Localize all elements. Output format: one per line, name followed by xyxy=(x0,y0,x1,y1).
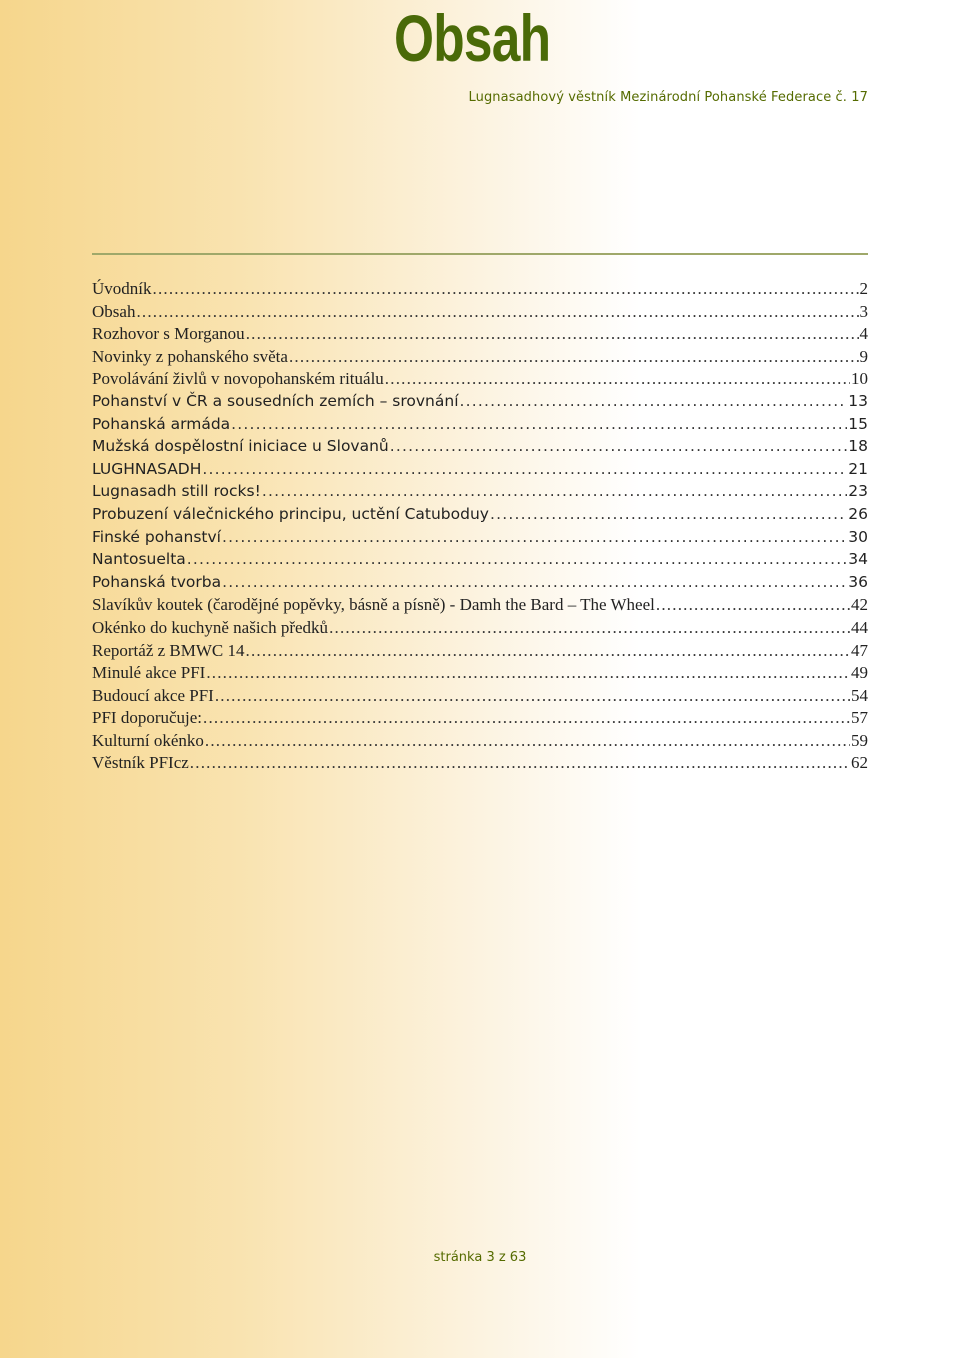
toc-entry[interactable] xyxy=(92,528,868,551)
toc-entry[interactable] xyxy=(92,460,868,483)
page-title: Obsah xyxy=(394,1,551,75)
toc-entry-page: 4 xyxy=(859,324,868,344)
toc-entry-title: Pohanská tvorba xyxy=(92,572,222,591)
toc-leader-dots xyxy=(246,324,859,344)
toc-entry-page: 2 xyxy=(859,279,868,298)
toc-leader-dots xyxy=(153,279,859,299)
toc-entry[interactable] xyxy=(92,324,868,347)
toc-entry-title: Nantosuelta xyxy=(92,550,186,569)
toc-entry-title: Věstník PFIcz xyxy=(92,753,189,773)
toc-entry[interactable] xyxy=(92,279,868,302)
toc-leader-dots xyxy=(390,437,848,455)
toc-entry-page: 42 xyxy=(851,595,868,615)
toc-entry[interactable] xyxy=(92,573,868,596)
toc-entry-title: Lugnasadh still rocks! xyxy=(92,482,261,501)
toc-entry[interactable] xyxy=(92,550,868,573)
toc-entry[interactable] xyxy=(92,686,868,709)
toc-leader-dots xyxy=(231,415,847,433)
toc-entry-title: Rozhovor s Morganou xyxy=(92,324,245,344)
toc-leader-dots xyxy=(187,550,847,568)
toc-entry-page: 34 xyxy=(848,550,868,569)
toc-leader-dots xyxy=(205,731,850,751)
toc-entry-page: 36 xyxy=(848,572,868,591)
toc-entry[interactable] xyxy=(92,347,868,370)
toc-entry[interactable] xyxy=(92,437,868,460)
toc-entry-page: 23 xyxy=(848,482,868,501)
toc-entry-page: 26 xyxy=(848,504,868,523)
toc-entry[interactable] xyxy=(92,595,868,618)
toc-entry-page: 9 xyxy=(859,346,868,366)
toc-entry[interactable] xyxy=(92,753,868,776)
toc-entry-page: 44 xyxy=(851,617,868,637)
title-divider xyxy=(92,253,868,255)
toc-leader-dots xyxy=(222,528,847,546)
toc-leader-dots xyxy=(385,369,850,389)
toc-leader-dots xyxy=(289,347,859,367)
toc-entry-page: 59 xyxy=(851,730,868,750)
toc-entry-title: Povolávání živlů v novopohanském rituálu xyxy=(92,369,384,389)
toc-entry-title: Obsah xyxy=(92,301,136,321)
toc-entry-title: PFI doporučuje: xyxy=(92,708,203,728)
toc-entry-title: Slavíkův koutek (čarodějné popěvky, básně a písně) - Damh the Bard – The Wheel xyxy=(92,595,655,615)
table-of-contents xyxy=(92,279,868,776)
toc-entry-title: LUGHNASADH xyxy=(92,459,202,478)
toc-entry-page: 18 xyxy=(848,437,868,456)
toc-leader-dots xyxy=(206,663,850,683)
toc-entry-title: Reportáž z BMWC 14 xyxy=(92,640,245,660)
toc-entry-page: 47 xyxy=(851,640,868,660)
toc-leader-dots xyxy=(190,753,850,773)
toc-entry-title: Budoucí akce PFI xyxy=(92,685,214,705)
toc-leader-dots xyxy=(460,392,848,410)
toc-leader-dots xyxy=(202,460,847,478)
toc-entry-title: Úvodník xyxy=(92,279,152,298)
toc-entry-page: 21 xyxy=(848,459,868,478)
toc-entry-page: 49 xyxy=(851,663,868,683)
toc-entry-page: 15 xyxy=(848,414,868,433)
toc-entry[interactable] xyxy=(92,731,868,754)
toc-entry-title: Mužská dospělostní iniciace u Slovanů xyxy=(92,437,389,456)
toc-entry-title: Pohanství v ČR a sousedních zemích – srovnání xyxy=(92,391,459,410)
toc-leader-dots xyxy=(329,618,850,638)
toc-entry-page: 57 xyxy=(851,708,868,728)
toc-entry[interactable] xyxy=(92,641,868,664)
toc-leader-dots xyxy=(246,641,851,661)
toc-leader-dots xyxy=(656,595,850,615)
toc-leader-dots xyxy=(262,482,847,500)
toc-entry-page: 10 xyxy=(851,369,868,389)
toc-entry[interactable] xyxy=(92,663,868,686)
toc-leader-dots xyxy=(203,708,850,728)
toc-entry[interactable] xyxy=(92,302,868,325)
page-footer: stránka 3 z 63 xyxy=(433,1250,527,1265)
toc-leader-dots xyxy=(136,302,858,322)
toc-entry-page: 30 xyxy=(848,527,868,546)
toc-entry-page: 54 xyxy=(851,685,868,705)
toc-entry-title: Finské pohanství xyxy=(92,527,221,546)
toc-leader-dots xyxy=(222,573,847,591)
running-header: Lugnasadhový věstník Mezinárodní Pohanské Federace č. 17 xyxy=(468,90,868,105)
toc-entry-page: 13 xyxy=(848,391,868,410)
toc-entry[interactable] xyxy=(92,708,868,731)
toc-entry-title: Probuzení válečnického principu, uctění Catuboduy xyxy=(92,504,489,523)
toc-entry[interactable] xyxy=(92,392,868,415)
toc-entry-page: 3 xyxy=(859,301,868,321)
toc-entry[interactable] xyxy=(92,415,868,438)
toc-entry-title: Pohanská armáda xyxy=(92,414,231,433)
toc-entry-title: Okénko do kuchyně našich předků xyxy=(92,617,329,637)
toc-entry-page: 62 xyxy=(851,753,868,773)
toc-entry-title: Minulé akce PFI xyxy=(92,663,206,683)
toc-entry-title: Kulturní okénko xyxy=(92,730,204,750)
toc-entry[interactable] xyxy=(92,482,868,505)
toc-entry[interactable] xyxy=(92,505,868,528)
toc-entry-title: Novinky z pohanského světa xyxy=(92,346,288,366)
toc-leader-dots xyxy=(490,505,847,523)
toc-entry[interactable] xyxy=(92,618,868,641)
toc-leader-dots xyxy=(215,686,850,706)
toc-entry[interactable] xyxy=(92,369,868,392)
